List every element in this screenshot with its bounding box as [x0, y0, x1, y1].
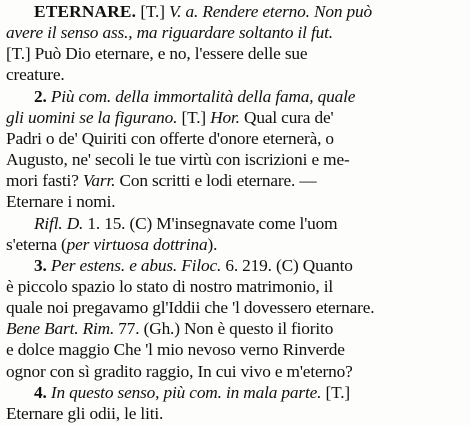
quote-text: e dolce maggio Che 'l mio nevoso verno Rinverde — [6, 340, 345, 360]
quote-text: Padri o de' Quiriti con offerte d'onore eternerà, o — [6, 128, 334, 148]
quote-text: 1. 15. (C) M'insegnavate come l'uom — [83, 213, 338, 233]
entry-line-19 — [34, 382, 470, 403]
entry-line-6 — [6, 107, 470, 128]
quote-text: ). — [207, 234, 218, 254]
entry-line-5 — [34, 86, 470, 107]
quote-text: Qual cura de' — [239, 107, 334, 127]
entry-line-3 — [6, 43, 470, 64]
quote-text: è piccolo spazio lo stato di nostro matrimonio, il — [6, 276, 334, 296]
sense-definition-cont: gli uomini se la figurano. — [6, 107, 182, 127]
sense-definition: Più com. della immortalità della fama, quale — [50, 86, 356, 106]
sense-number: 2. — [34, 86, 51, 106]
source-tag: [T.] — [181, 107, 211, 127]
definition-text: V. a. Rendere eterno. Non può — [169, 2, 372, 21]
entry-line-15 — [6, 297, 470, 318]
line-text: [T.] Può Dio eternare, e no, l'essere delle sue — [6, 44, 308, 64]
entry-line-9 — [6, 170, 470, 191]
example-text: Eternare i nomi. — [6, 192, 116, 212]
quote-text: 6. 219. (C) Quanto — [221, 255, 353, 275]
quote-text: Augusto, ne' secoli le tue virtù con iscrizioni e me- — [6, 150, 350, 169]
sense-number: 3. — [34, 255, 51, 275]
headword: ETERNARE. — [34, 2, 137, 21]
author-abbrev: Bene Bart. Rim. — [6, 319, 115, 339]
quote-text: mori fasti? — [6, 171, 83, 191]
source-tag: [T.] — [136, 2, 169, 21]
entry-line-8 — [6, 149, 470, 170]
quote-text: quale noi pregavamo gl'Iddii che 'l dovessero eternare. — [6, 298, 375, 318]
quote-text: ognor con sì gradito raggio, In cui vivo e m'eterno? — [6, 361, 353, 381]
entry-line-1 — [34, 1, 470, 22]
quote-text: 77. (Gh.) Non è questo il fiorito — [114, 319, 334, 339]
entry-line-10 — [6, 191, 470, 212]
entry-line-11 — [34, 213, 470, 234]
author-abbrev: Hor. — [210, 107, 240, 127]
entry-line-12 — [6, 234, 470, 255]
sense-definition: In questo senso, più com. in mala parte. — [50, 382, 322, 402]
sense-number: 4. — [34, 382, 51, 402]
example-text: Eternare gli odii, le liti. — [6, 403, 164, 423]
entry-line-2 — [6, 22, 470, 43]
author-abbrev: Varr. — [82, 171, 116, 191]
source-tag: [T.] — [321, 382, 351, 402]
entry-line-20 — [6, 403, 470, 424]
entry-line-13 — [34, 255, 470, 276]
entry-line-4 — [6, 64, 470, 85]
entry-line-7 — [6, 128, 470, 149]
line-text: avere il senso ass., ma riguardare soltanto il fut. — [6, 23, 333, 43]
entry-line-18 — [6, 361, 470, 382]
entry-line-16 — [6, 318, 470, 339]
line-text: creature. — [6, 65, 65, 85]
quote-text: Con scritti e lodi eternare. — — [115, 171, 317, 191]
quote-text: s'eterna ( — [6, 234, 67, 254]
usage-label: Rifl. D. — [34, 213, 84, 233]
sense-definition: Per estens. e abus. Filoc. — [50, 255, 222, 275]
gloss-text: per virtuosa dottrina — [66, 234, 208, 254]
entry-line-17 — [6, 339, 470, 360]
entry-line-14 — [6, 276, 470, 297]
